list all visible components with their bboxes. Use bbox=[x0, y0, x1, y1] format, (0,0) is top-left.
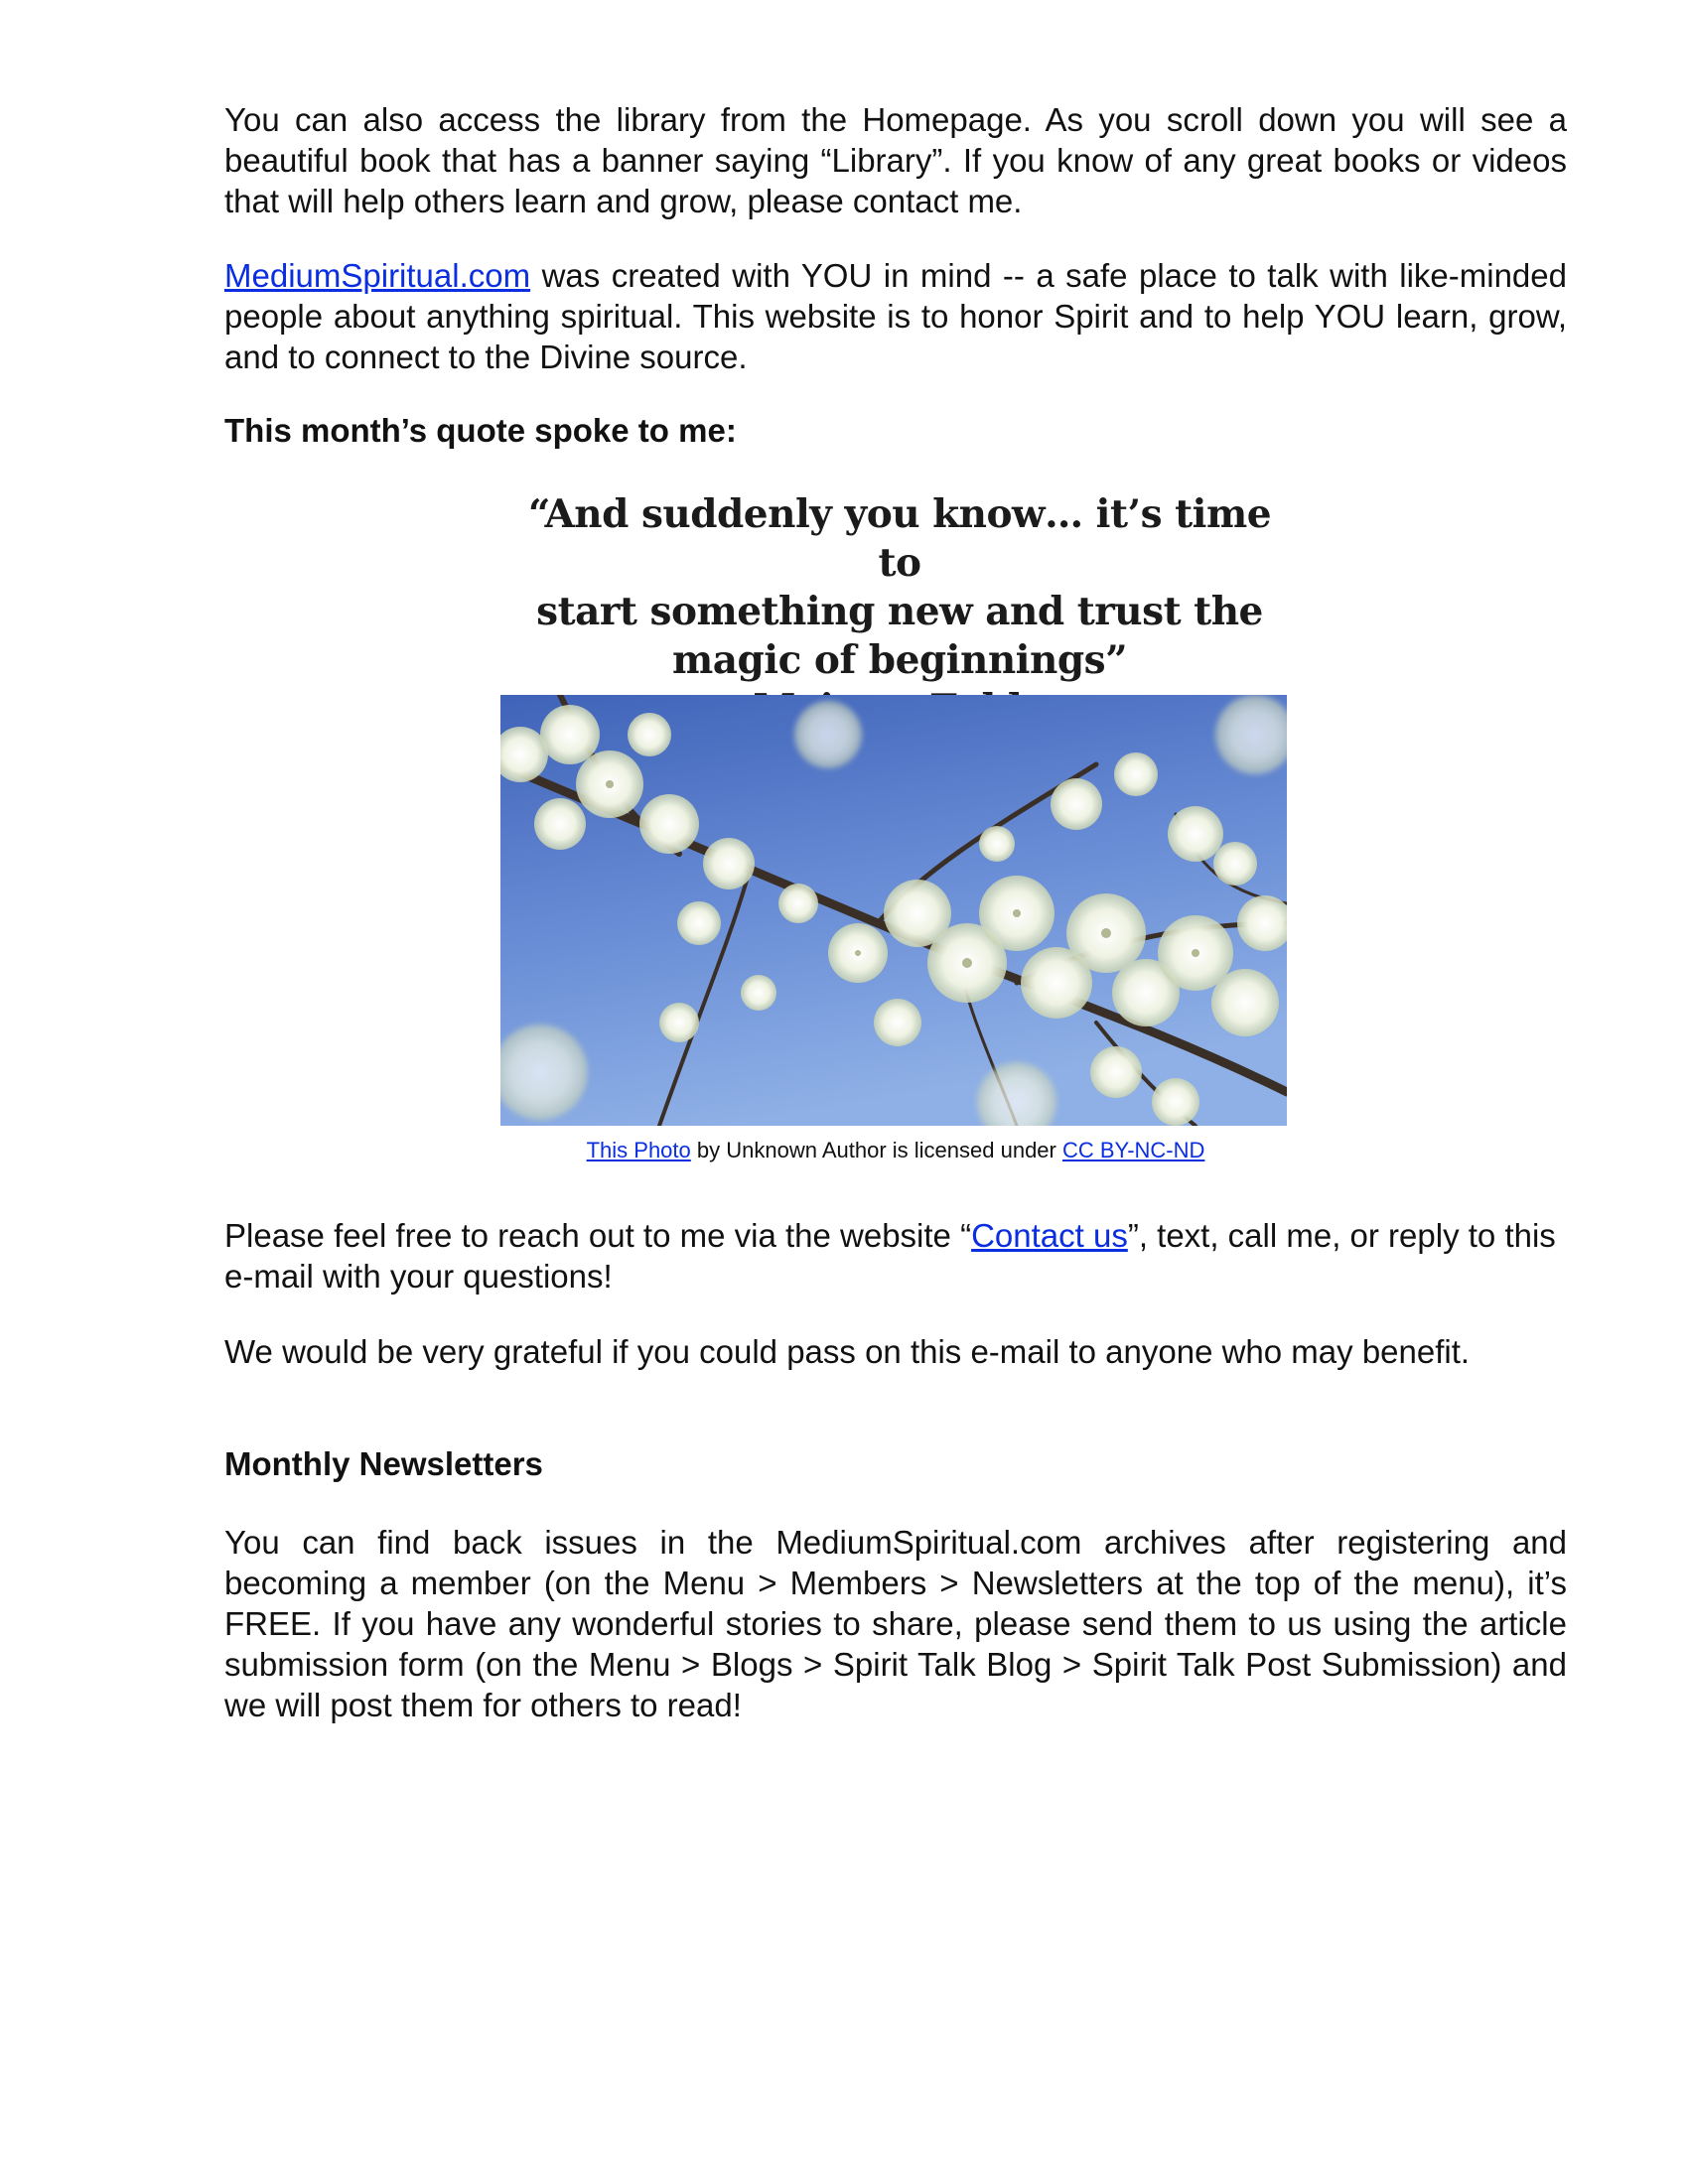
share-paragraph: We would be very grateful if you could pass on this e-mail to anyone who may benefit. bbox=[224, 1333, 1471, 1370]
caption-text: by Unknown Author is licensed under bbox=[690, 1138, 1062, 1162]
this-photo-link[interactable]: This Photo bbox=[586, 1138, 691, 1162]
website-paragraph-text: was created with YOU in mind -- a safe place to talk with like-minded people about anything spiritual. This website is to honor Spirit and to help YOU learn, grow, and to connect to the Divine source. bbox=[224, 257, 1567, 375]
contact-us-link[interactable]: Contact us bbox=[971, 1217, 1128, 1254]
contact-paragraph-text-before: Please feel free to reach out to me via the website “ bbox=[224, 1217, 972, 1254]
quote-line: start something new and trust the bbox=[536, 589, 1263, 634]
medium-spiritual-link[interactable]: MediumSpiritual.com bbox=[224, 257, 531, 294]
newsletters-heading: Monthly Newsletters bbox=[224, 1445, 543, 1482]
photo-caption bbox=[224, 1137, 1567, 1164]
website-paragraph bbox=[224, 255, 1567, 377]
quote-line: “And suddenly you know… it’s time to bbox=[527, 491, 1272, 586]
license-link[interactable]: CC BY-NC-ND bbox=[1061, 1138, 1205, 1162]
contact-paragraph-text-after: ”, text, call me, or reply to this e-mail with your questions! bbox=[224, 1217, 1556, 1295]
quote-line: magic of beginnings” bbox=[671, 637, 1128, 683]
contact-paragraph bbox=[224, 1215, 1567, 1297]
blossom-branch-photo bbox=[500, 695, 1287, 1126]
blossom-photo-graphic bbox=[500, 695, 1287, 1126]
library-paragraph: You can also access the library from the Homepage. As you scroll down you will see a beautiful book that has a banner saying “Library”. If you know of any great books or videos that will help others learn and grow, please contact me. bbox=[224, 101, 1567, 219]
quote-heading: This month’s quote spoke to me: bbox=[224, 412, 737, 449]
newsletters-paragraph: You can find back issues in the MediumSpiritual.com archives after registering and becoming a member (on the Menu > Members > Newsletters at the top of the menu), it’s FREE. If you have any wonderful stories to share, please send them to us using the article submission form (on the Menu > Blogs > Spirit Talk Blog > Spirit Talk Post Submission) and we will post them for others to read! bbox=[224, 1524, 1567, 1723]
